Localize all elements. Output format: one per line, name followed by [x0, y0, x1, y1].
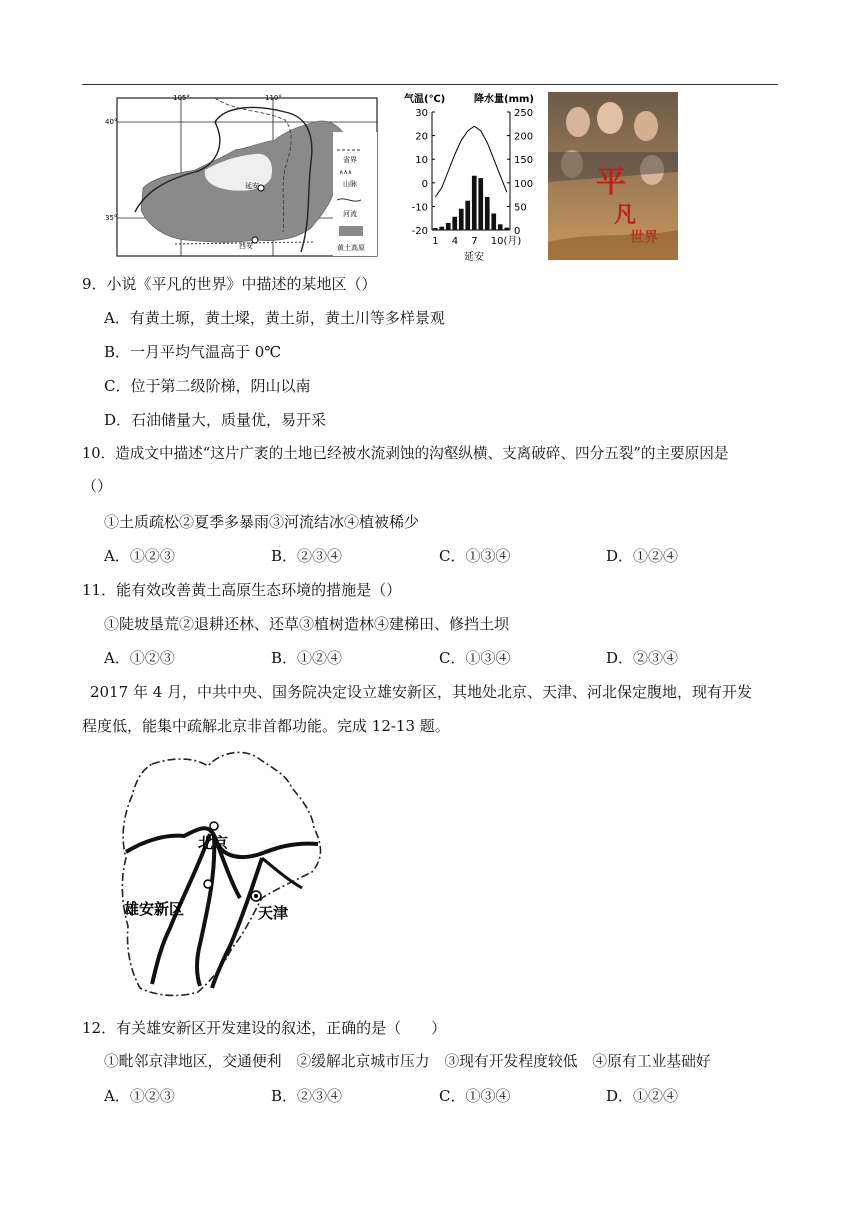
- precip-bar: [452, 217, 457, 230]
- question-9-stem: 9．小说《平凡的世界》中描述的某地区（）: [82, 275, 377, 293]
- q9-option-a[interactable]: A．有黄土塬，黄土墚，黄土峁，黄土川等多样景观: [104, 309, 445, 327]
- temp-tick-label: 0: [421, 178, 428, 190]
- q9-option-c[interactable]: C．位于第二级阶梯，阴山以南: [104, 377, 311, 395]
- lon-label-105: 105°: [173, 94, 190, 102]
- passage-line-1: 2017 年 4 月，中共中央、国务院决定设立雄安新区，其地处北京、天津、河北保定腹地，现有开发: [90, 683, 753, 701]
- q11-items: ①陡坡垦荒②退耕还林、还草③植树造林④建梯田、修挡土坝: [104, 615, 510, 633]
- precip-bar: [446, 223, 451, 230]
- precip-tick-label: 150: [514, 155, 534, 167]
- q10-option-d[interactable]: D．①②④: [606, 547, 679, 565]
- region-border: [122, 752, 320, 995]
- precip-axis-title: 降水量(mm): [474, 94, 534, 105]
- city-yanan: 延安: [245, 182, 259, 190]
- temp-tick-label: -20: [411, 226, 428, 237]
- precip-bar: [459, 209, 464, 230]
- precip-tick-label: 0: [514, 226, 521, 237]
- question-10-stem: 10．造成文中描述“这片广袤的土地已经被水流剥蚀的沟壑纵横、支离破碎、四分五裂”的主要原因是: [82, 445, 729, 462]
- month-tick-label: 7: [471, 236, 478, 247]
- novel-poster: [548, 92, 678, 260]
- q10-option-a[interactable]: A．①②③: [104, 547, 175, 565]
- lat-label-35: 35°: [105, 214, 118, 222]
- label-tianjin: 天津: [258, 904, 289, 922]
- question-12-stem: 12．有关雄安新区开发建设的叙述，正确的是（ ）: [82, 1019, 447, 1037]
- precip-bar: [485, 197, 490, 230]
- label-xiongan: 雄安新区: [124, 900, 185, 918]
- label-beijing: 北京: [198, 834, 229, 852]
- q12-option-c[interactable]: C．①③④: [439, 1087, 511, 1105]
- q10-items: ①土质疏松②夏季多暴雨③河流结冰④植被稀少: [104, 513, 420, 531]
- precip-bar: [465, 201, 470, 230]
- city-xian: 西安: [239, 242, 253, 250]
- temperature-curve: [435, 126, 507, 197]
- q11-option-b[interactable]: B．①②④: [271, 649, 343, 667]
- xiongan-map: [112, 748, 332, 1000]
- q9-option-b[interactable]: B．一月平均气温高于 0℃: [104, 343, 282, 361]
- precip-bar: [491, 213, 496, 230]
- q10-option-c[interactable]: C．①③④: [439, 547, 511, 565]
- legend-loess: 黄土高原: [337, 244, 365, 252]
- q11-option-c[interactable]: C．①③④: [439, 649, 511, 667]
- lon-label-110: 110°: [265, 94, 282, 102]
- temp-tick-label: 10: [415, 155, 428, 167]
- loess-plateau-map: [105, 92, 379, 260]
- precip-tick-label: 200: [514, 131, 534, 143]
- month-tick-label: 1: [432, 236, 439, 247]
- temp-tick-label: 20: [415, 131, 428, 143]
- precip-tick-label: 100: [514, 178, 534, 190]
- legend-river: 河流: [343, 210, 357, 218]
- month-tick-label: 4: [451, 236, 459, 247]
- lat-label-40: 40°: [105, 118, 118, 126]
- precip-bar: [478, 178, 483, 230]
- q12-option-b[interactable]: B．②③④: [271, 1087, 343, 1105]
- q12-option-d[interactable]: D．①②④: [606, 1087, 679, 1105]
- q10-option-b[interactable]: B．②③④: [271, 547, 343, 565]
- legend-mountain: 山脉: [343, 180, 357, 188]
- q9-option-d[interactable]: D．石油储量大，质量优，易开采: [104, 411, 327, 429]
- precip-bar: [498, 224, 503, 230]
- precip-bar: [433, 228, 438, 230]
- header-rule: [82, 84, 778, 85]
- station-label: 延安: [464, 252, 484, 263]
- yanan-climate-chart: [400, 88, 548, 264]
- precip-bar: [439, 227, 444, 230]
- q12-option-a[interactable]: A．①②③: [104, 1087, 175, 1105]
- month-tick-label: 10(月): [490, 236, 522, 247]
- q11-option-d[interactable]: D．②③④: [606, 649, 679, 667]
- mountain-symbol: ∧∧∧: [339, 169, 353, 176]
- poster-title-char1: 平: [596, 165, 626, 200]
- precip-tick-label: 50: [514, 202, 527, 214]
- precip-tick-label: 250: [514, 108, 534, 119]
- q12-items: ①毗邻京津地区，交通便利 ②缓解北京城市压力 ③现有开发程度较低 ④原有工业基础好: [104, 1053, 711, 1070]
- precip-bar: [504, 228, 509, 230]
- q11-option-a[interactable]: A．①②③: [104, 649, 175, 667]
- question-11-stem: 11．能有效改善黄土高原生态环境的措施是（）: [82, 581, 402, 599]
- passage-line-2: 程度低，能集中疏解北京非首都功能。完成 12-13 题。: [82, 717, 450, 735]
- temp-axis-title: 气温(℃): [404, 94, 446, 105]
- temp-tick-label: -10: [411, 202, 428, 214]
- temp-tick-label: 30: [415, 108, 428, 119]
- precip-bar: [472, 176, 477, 230]
- poster-title-char2: 凡: [614, 203, 637, 228]
- question-10-stem-cont: （）: [82, 477, 113, 495]
- legend-border: 省界: [343, 156, 357, 164]
